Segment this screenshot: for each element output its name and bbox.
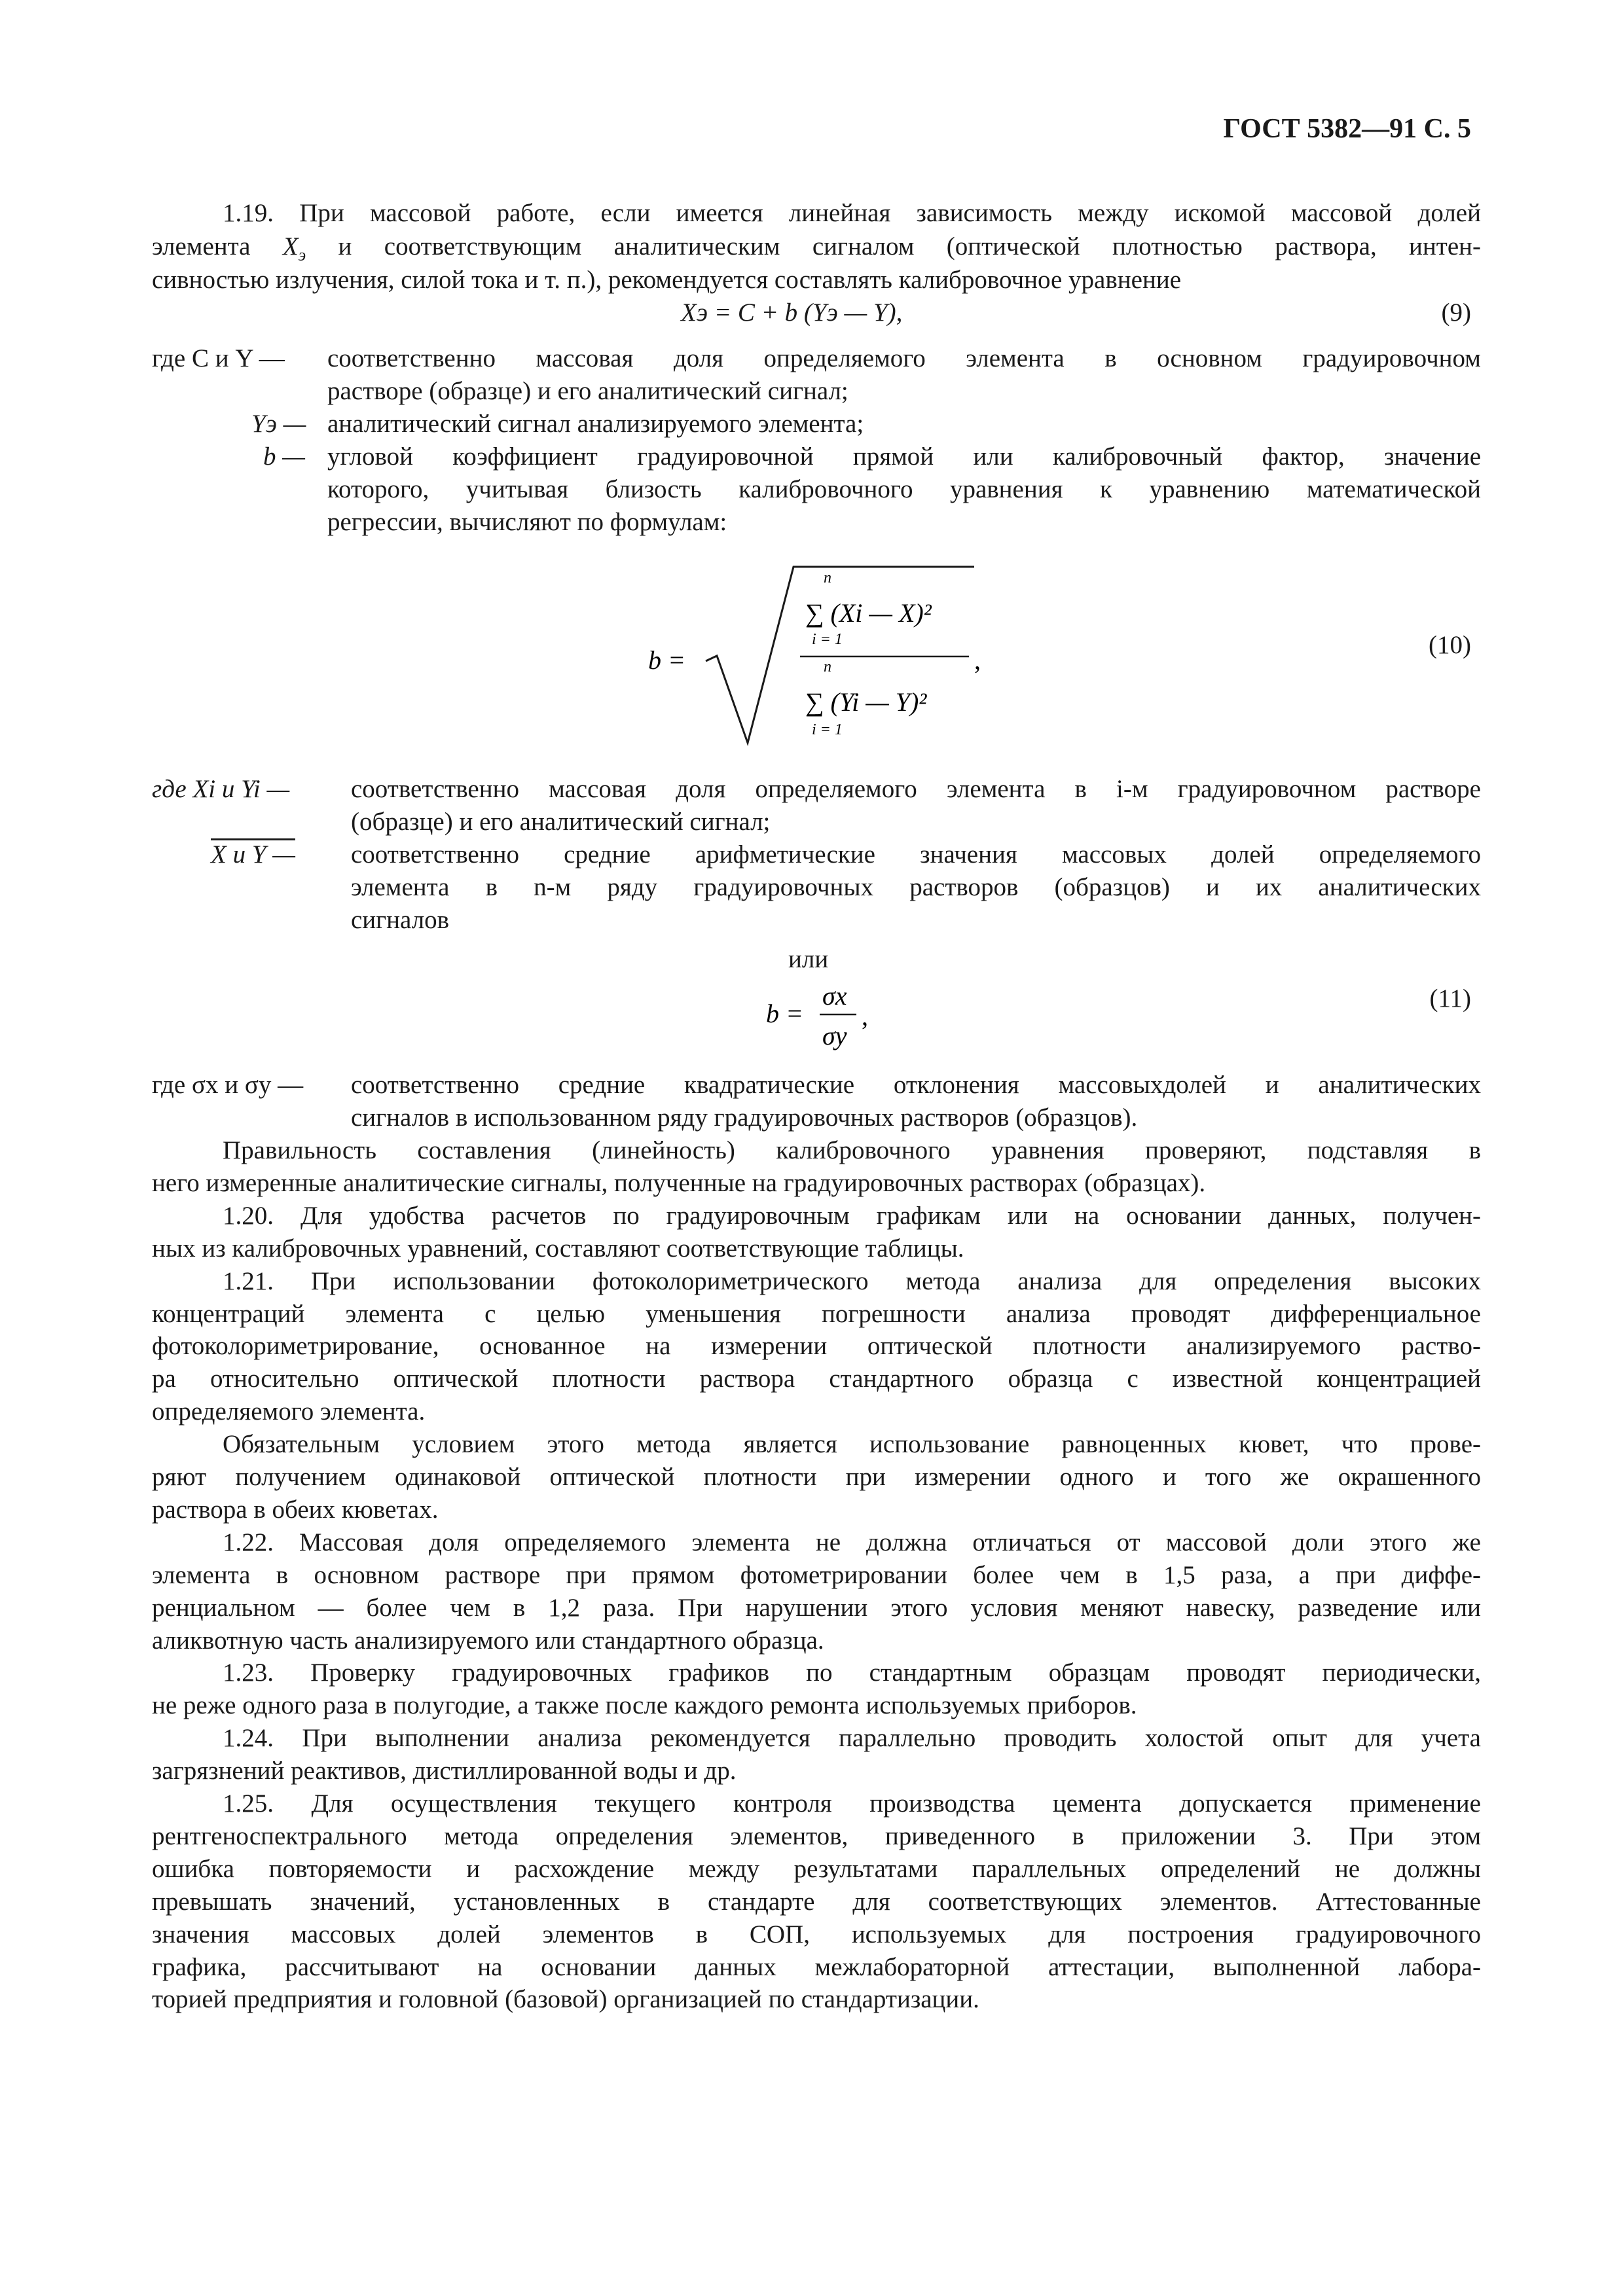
def9-lhs3: b — bbox=[263, 442, 305, 471]
formula-9: Xэ = C + b (Yэ — Y), bbox=[681, 298, 903, 327]
def11-rhs2: сигналов в использованном ряду градуировочных растворов (образцов). bbox=[351, 1103, 1138, 1132]
formula-11 bbox=[753, 975, 897, 1060]
def11-lhs: где σx и σy — bbox=[152, 1071, 304, 1099]
f10-lhs: b = bbox=[648, 645, 685, 675]
def9-rhs3b: которого, учитывая близость калибровочного уравнения к уравнению математической bbox=[327, 475, 1481, 503]
body-line: 1.22. Массовая доля определяемого элемента не должна отличаться от массовой доли этого же bbox=[223, 1528, 1481, 1556]
body-line: фотоколориметрирование, основанное на измерении оптической плотности анализируемого раство- bbox=[152, 1332, 1481, 1360]
def9-rhs1a: соответственно массовая доля определяемого элемента в основном градуировочном bbox=[327, 344, 1481, 372]
f11-numerator: σx bbox=[822, 981, 847, 1011]
formula-10 bbox=[629, 556, 1008, 766]
body-line: Правильность составления (линейность) калибровочного уравнения проверяют, подставляя в bbox=[223, 1136, 1481, 1164]
def9-rhs3c: регрессии, вычисляют по формулам: bbox=[327, 508, 727, 536]
f10-upper-2: n bbox=[824, 658, 831, 675]
def9-rhs2: аналитический сигнал анализируемого элемента; bbox=[327, 410, 864, 438]
body-line: 1.24. При выполнении анализа рекомендуется параллельно проводить холостой опыт для учета bbox=[223, 1724, 1481, 1752]
body-line: определяемого элемента. bbox=[152, 1397, 426, 1426]
body-line: ошибка повторяемости и расхождение между результатами параллельных определений не должны bbox=[152, 1855, 1481, 1883]
body-line: ра относительно оптической плотности раствора стандартного образца с известной концентрацией bbox=[152, 1365, 1481, 1393]
var-x-e: $X_э$ bbox=[282, 232, 306, 264]
def11-rhs1: соответственно средние квадратические отклонения массовыхдолей и аналитических bbox=[351, 1071, 1481, 1099]
def9-rhs1b: растворе (образце) и его аналитический сигнал; bbox=[327, 377, 848, 405]
page-header: ГОСТ 5382—91 С. 5 bbox=[1223, 114, 1471, 144]
def10-rhs1b: (образце) и его аналитический сигнал; bbox=[351, 808, 771, 836]
or-word: или bbox=[788, 945, 829, 973]
f10-denominator: ∑ (Yi — Y)² bbox=[805, 687, 927, 717]
f10-lower-1: i = 1 bbox=[812, 631, 843, 648]
f10-numerator: ∑ (Xi — X)² bbox=[805, 598, 932, 628]
body-line: 1.25. Для осуществления текущего контроля производства цемента допускается применение bbox=[223, 1789, 1481, 1818]
f10-upper-1: n bbox=[824, 569, 831, 586]
body-line: 1.23. Проверку градуировочных графиков по стандартным образцам проводят периодически, bbox=[223, 1659, 1481, 1687]
f11-denominator: σy bbox=[822, 1021, 847, 1050]
body-line: торией предприятия и головной (базовой) организацией по стандартизации. bbox=[152, 1985, 979, 2013]
body-line: раствора в обеих кюветах. bbox=[152, 1496, 439, 1524]
body-line: концентраций элемента с целью уменьшения погрешности анализа проводят дифференциальное bbox=[152, 1300, 1481, 1328]
def10-rhs2c: сигналов bbox=[351, 906, 450, 934]
body-line: превышать значений, установленных в стандарте для соответствующих элементов. Аттестованные bbox=[152, 1888, 1481, 1916]
f10-comma: , bbox=[974, 645, 981, 675]
def9-lhs2: Yэ — bbox=[251, 410, 306, 438]
formula-11-number: (11) bbox=[1429, 984, 1471, 1013]
p119-line2a: элемента bbox=[152, 232, 251, 260]
formula-10-number: (10) bbox=[1429, 631, 1471, 659]
body-line: графика, рассчитывают на основании данных межлабораторной аттестации, выполненной лабора- bbox=[152, 1953, 1481, 1981]
f11-comma: , bbox=[862, 1001, 868, 1031]
body-line: него измеренные аналитические сигналы, полученные на градуировочных растворах (образцах). bbox=[152, 1169, 1206, 1197]
p119-line2b: и соответствующим аналитическим сигналом (оптической плотностью раствора, интен- bbox=[338, 232, 1482, 260]
def10-lhs2: X и Y — bbox=[211, 840, 295, 869]
body-line: загрязнений реактивов, дистиллированной воды и др. bbox=[152, 1757, 737, 1785]
body-line: значения массовых долей элементов в СОП, используемых для построения градуировочного bbox=[152, 1920, 1481, 1948]
p119-line1: 1.19. При массовой работе, если имеется линейная зависимость между искомой массовой долей bbox=[223, 199, 1481, 227]
def10-rhs1a: соответственно массовая доля определяемого элемента в i-м градуировочном растворе bbox=[351, 775, 1481, 803]
body-line: 1.20. Для удобства расчетов по градуировочным графикам или на основании данных, получен- bbox=[223, 1202, 1481, 1230]
body-line: аликвотную часть анализируемого или стандартного образца. bbox=[152, 1626, 824, 1655]
body-line: Обязательным условием этого метода является использование равноценных кювет, что прове- bbox=[223, 1430, 1481, 1458]
def10-lhs1: где Xi и Yi — bbox=[152, 775, 290, 803]
body-line: рентгеноспектрального метода определения элементов, приведенного в приложении 3. При этом bbox=[152, 1822, 1481, 1850]
body-line: ренциальном — более чем в 1,2 раза. При нарушении этого условия меняют навеску, разведение или bbox=[152, 1594, 1481, 1622]
def10-rhs2b: элемента в n-м ряду градуировочных растворов (образцов) и их аналитических bbox=[351, 873, 1481, 901]
def9-lhs1: где C и Y — bbox=[152, 344, 285, 372]
body-line: ряют получением одинаковой оптической плотности при измерении одного и того же окрашенного bbox=[152, 1463, 1481, 1491]
p119-line3: сивностью излучения, силой тока и т. п.), рекомендуется составлять калибровочное уравнение bbox=[152, 266, 1182, 294]
body-line: элемента в основном растворе при прямом фотометрировании более чем в 1,5 раза, а при диффе- bbox=[152, 1561, 1481, 1589]
f10-lower-2: i = 1 bbox=[812, 721, 843, 738]
body-line: ных из калибровочных уравнений, составляют соответствующие таблицы. bbox=[152, 1234, 964, 1263]
def9-rhs3a: угловой коэффициент градуировочной прямой или калибровочный фактор, значение bbox=[327, 442, 1481, 471]
body-line: не реже одного раза в полугодие, а также после каждого ремонта используемых приборов. bbox=[152, 1691, 1137, 1719]
def10-rhs2a: соответственно средние арифметические значения массовых долей определяемого bbox=[351, 840, 1481, 869]
formula-9-number: (9) bbox=[1441, 298, 1471, 327]
body-line: 1.21. При использовании фотоколориметрического метода анализа для определения высоких bbox=[223, 1267, 1481, 1295]
f11-lhs: b = bbox=[766, 999, 803, 1028]
